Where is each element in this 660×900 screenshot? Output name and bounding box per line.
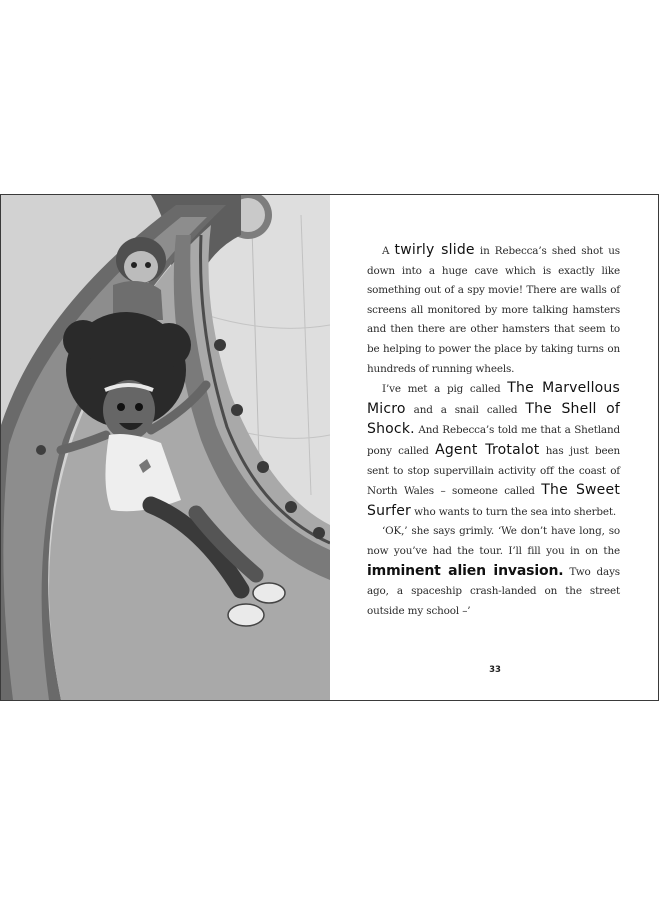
page-number: 33 bbox=[489, 665, 501, 675]
text-run: who wants to turn the sea into sherbet. bbox=[411, 505, 617, 518]
text-run: ‘OK,’ she says grimly. ‘We don’t have long, so now you’ve had the tour. I’ll fill you in on the bbox=[367, 525, 620, 557]
highlighted-phrase: imminent alien invasion. bbox=[367, 562, 564, 579]
slide-illustration-image bbox=[1, 195, 330, 700]
text-run: I’ve met a pig called bbox=[382, 383, 508, 396]
highlighted-phrase: The Marvellous Micro bbox=[367, 380, 620, 417]
highlighted-phrase: The Sweet Surfer bbox=[367, 482, 621, 519]
highlighted-phrase: Agent Trotalot bbox=[435, 441, 540, 458]
illustration bbox=[1, 195, 330, 700]
text-page bbox=[330, 195, 659, 700]
highlighted-phrase: The Shell of Shock. bbox=[367, 400, 620, 438]
text-run: Two days ago, a spaceship crash-landed on the street outside my school –’ bbox=[367, 565, 620, 617]
body-text bbox=[367, 241, 620, 621]
book-spread bbox=[0, 194, 659, 701]
text-run: A bbox=[382, 245, 395, 257]
text-run: has just been sent to stop supervillain activity off the coast of North Wales – someone called bbox=[367, 444, 620, 498]
text-run: And Rebecca’s told me that a Shetland pony called bbox=[367, 424, 620, 457]
text-run: in Rebecca’s shed shot us down into a huge cave which is exactly like something out of a spy movie! There are walls of screens all monitored by more talking hamsters and then there are other hamsters that seem to be helping to power the place by taking turns on hundreds of running wheels. bbox=[367, 245, 620, 375]
paragraph-2 bbox=[367, 379, 620, 522]
paragraph-3 bbox=[367, 522, 620, 621]
highlighted-phrase: twirly slide bbox=[394, 242, 475, 258]
paragraph-1 bbox=[367, 241, 620, 379]
text-run: and a snail called bbox=[405, 403, 526, 416]
